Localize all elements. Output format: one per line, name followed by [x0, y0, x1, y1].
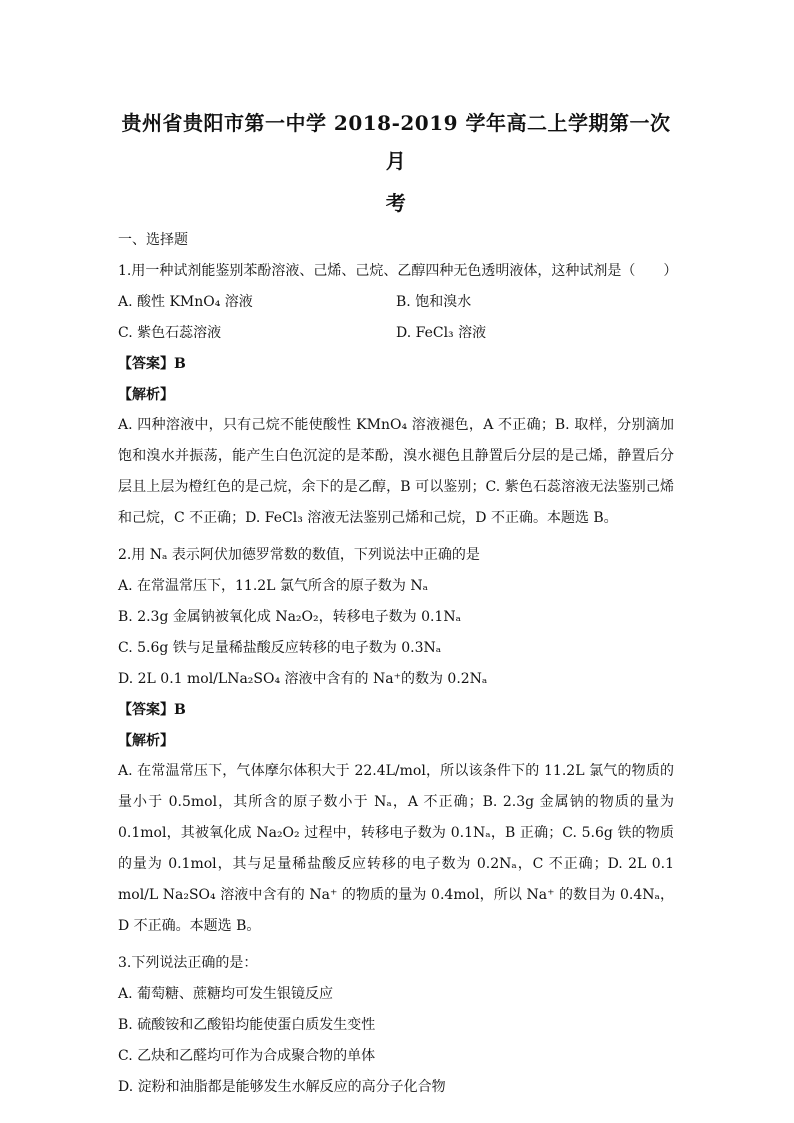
q2-option-a: A. 在常温常压下，11.2L 氯气所含的原子数为 Nₐ [118, 578, 429, 594]
q3-option-a: A. 葡萄糖、蔗糖均可发生银镜反应 [118, 986, 334, 1002]
q1-option-b: B. 饱和溴水 [396, 294, 472, 310]
q3-option-b: B. 硫酸铵和乙酸铅均能使蛋白质发生变性 [118, 1017, 376, 1033]
question-2-stem: 2.用 Nₐ 表示阿伏加德罗常数的数值，下列说法中正确的是 [118, 547, 480, 563]
q2-option-b: B. 2.3g 金属钠被氧化成 Na₂O₂，转移电子数为 0.1Nₐ [118, 609, 461, 625]
section-heading: 一、选择题 [118, 232, 188, 248]
q2-answer: 【答案】B [118, 702, 186, 718]
title-line-1: 贵州省贵阳市第一中学 2018-2019 学年高二上学期第一次月 [121, 111, 671, 173]
document-title [118, 104, 674, 222]
question-3-stem: 3.下列说法正确的是： [118, 955, 258, 971]
q2-analysis: A. 在常温常压下，气体摩尔体积大于 22.4L/mol，所以该条件下的 11.2L 氯气的物质的量小于 0.5mol，其所含的原子数小于 Nₐ，A 不正确；B. 2.3g 金属钠的物质的量为 0.1mol，其被氧化成 Na₂O₂ 过程中，转移电子数为 0.1Nₐ，B 正确；C. 5.6g 铁的物质的量为 0.1mol，其与足量稀盐酸反应转移的电子数为 0.2Nₐ，C 不正确；D. 2L 0.1 mol/L Na₂SO₄ 溶液中含有的 Na⁺ 的物质的量为 0.4mol，所以 Na⁺ 的数目为 0.4Nₐ，D 不正确。本题选 B。 [118, 763, 674, 934]
q1-analysis: A. 四种溶液中，只有己烷不能使酸性 KMnO₄ 溶液褪色，A 不正确；B. 取样，分别滴加饱和溴水并振荡，能产生白色沉淀的是苯酚，溴水褪色且静置后分层的是己烯，静置后分层且上层为橙红色的是己烷，余下的是乙醇，B 可以鉴别；C. 紫色石蕊溶液无法鉴别己烯和己烷，C 不正确；D. FeCl₃ 溶液无法鉴别己烯和己烷，D 不正确。本题选 B。 [118, 417, 674, 526]
q1-option-c: C. 紫色石蕊溶液 [118, 325, 222, 341]
q3-option-c: C. 乙炔和乙醛均可作为合成聚合物的单体 [118, 1048, 376, 1064]
q1-answer: 【答案】B [118, 356, 186, 372]
q1-option-a: A. 酸性 KMnO₄ 溶液 [118, 294, 253, 310]
q3-option-d: D. 淀粉和油脂都是能够发生水解反应的高分子化合物 [118, 1079, 446, 1095]
q1-option-d: D. FeCl₃ 溶液 [396, 325, 487, 341]
q2-analysis-label: 【解析】 [118, 733, 174, 749]
q1-analysis-label: 【解析】 [118, 387, 174, 403]
title-line-2: 考 [385, 191, 407, 215]
question-1-stem: 1.用一种试剂能鉴别苯酚溶液、己烯、己烷、乙醇四种无色透明液体，这种试剂是（ ） [118, 263, 678, 279]
question-1-options [118, 292, 674, 343]
q2-option-d: D. 2L 0.1 mol/LNa₂SO₄ 溶液中含有的 Na⁺的数为 0.2Nₐ [118, 671, 488, 687]
q2-option-c: C. 5.6g 铁与足量稀盐酸反应转移的电子数为 0.3Nₐ [118, 640, 442, 656]
